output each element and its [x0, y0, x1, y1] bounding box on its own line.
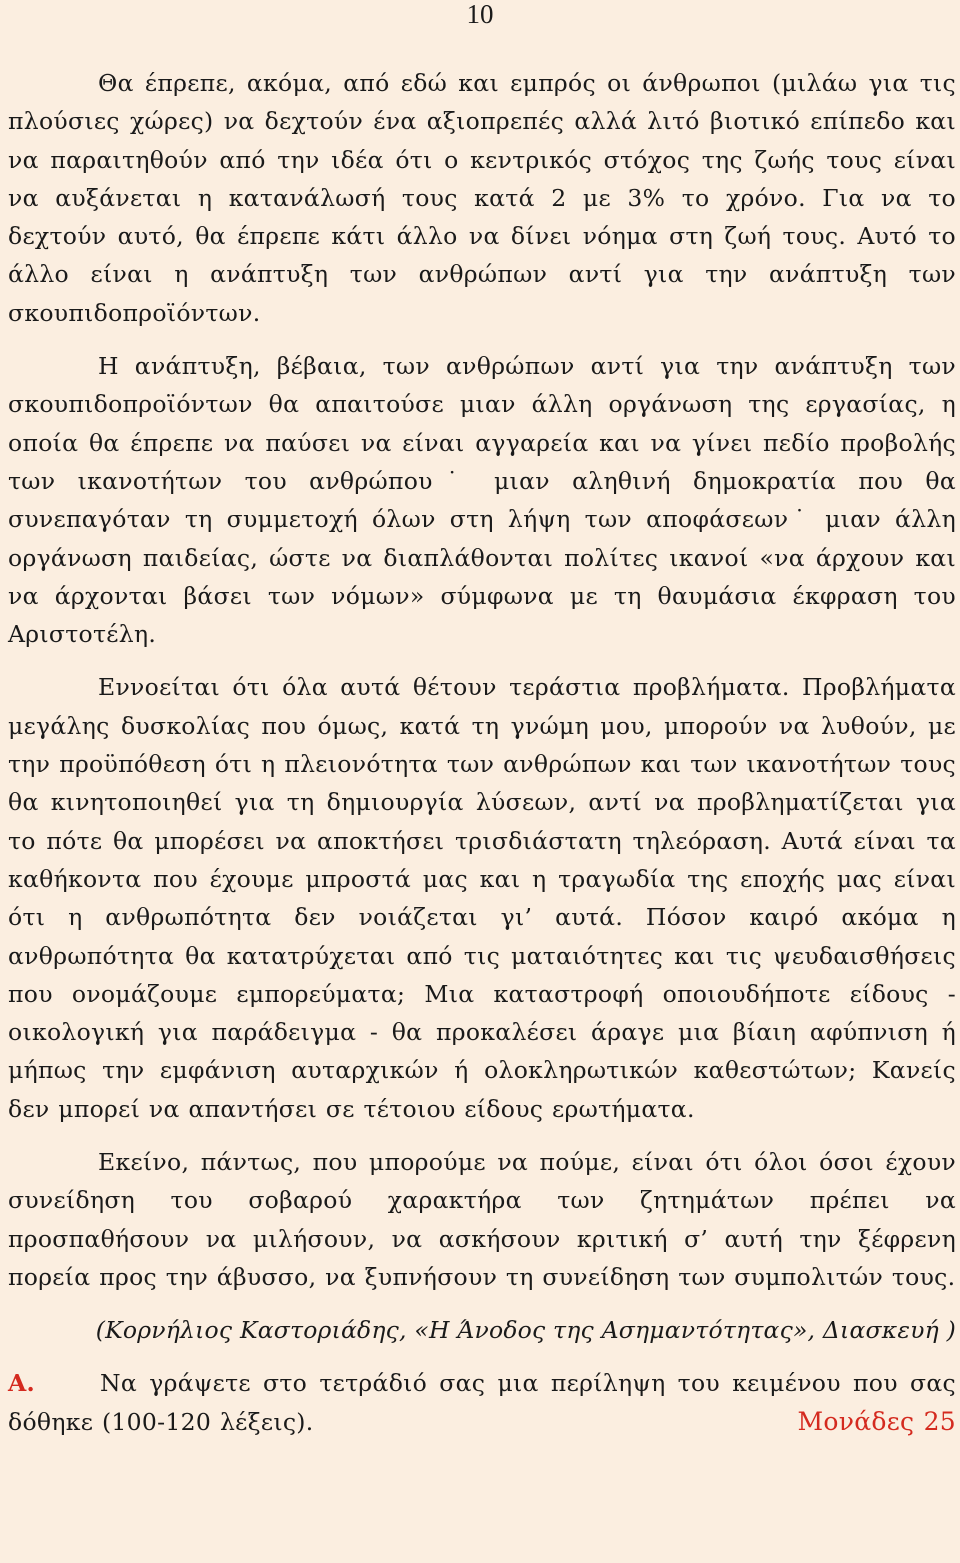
document-body	[8, 64, 956, 1441]
task-text: Να γράψετε στο τετράδιό σας μια περίληψη του κειμένου που σας δόθηκε (100-120 λέξεις).	[8, 1369, 956, 1436]
paragraph-4: Εκείνο, πάντως, που μπορούμε να πούμε, είναι ότι όλοι όσοι έχουν συνείδηση του σοβαρού χαρακτήρα των ζητημάτων πρέπει να προσπαθήσουν να μιλήσουν, να ασκήσουν κριτική σ’ αυτή την ξέφρενη πορεία προς την άβυσσο, να ξυπνήσουν τη συνείδηση των συμπολιτών τους.	[8, 1148, 956, 1291]
page-number: 10	[466, 0, 494, 29]
paragraph-3: Εννοείται ότι όλα αυτά θέτουν τεράστια προβλήματα. Προβλήματα μεγάλης δυσκολίας που όμως, κατά τη γνώμη μου, μπορούν να λυθούν, με την προϋπόθεση ότι η πλειονότητα των ανθρώπων και των ικανοτήτων τους θα κινητοποιηθεί για τη δημιουργία λύσεων, αντί να προβληματίζεται για το πότε θα μπορέσει να αποκτήσει τρισδιάστατη τηλεόραση. Αυτά είναι τα καθήκοντα που έχουμε μπροστά μας και η τραγωδία της εποχής μας είναι ότι η ανθρωπότητα δεν νοιάζεται γι’ αυτά. Πόσον καιρό ακόμα η ανθρωπότητα θα κατατρύχεται από τις ματαιότητες και τις ψευδαισθήσεις που ονομάζουμε εμπορεύματα; Μια καταστροφή οποιουδήποτε είδους - οικολογική για παράδειγμα - θα προκαλέσει άραγε μια βίαιη αφύπνιση ή μήπως την εμφάνιση αυταρχικών ή ολοκληρωτικών καθεστώτων; Κανείς δεν μπορεί να απαντήσει σε τέτοιου είδους ερωτήματα.	[8, 673, 956, 1123]
source-citation: (Κορνήλιος Καστοριάδης, «Η Άνοδος της Ασημαντότητας», Διασκευή )	[95, 1316, 956, 1345]
task-points: Μονάδες 25	[797, 1406, 956, 1436]
paragraph-2: Η ανάπτυξη, βέβαια, των ανθρώπων αντί για την ανάπτυξη των σκουπιδοπροϊόντων θα απαιτούσε μιαν άλλη οργάνωση της εργασίας, η οποία θα έπρεπε να παύσει να είναι αγγαρεία και να γίνει πεδίο προβολής των ικανοτήτων του ανθρώπου˙ μιαν αληθινή δημοκρατία που θα συνεπαγόταν τη συμμετοχή όλων στη λήψη των αποφάσεων˙ μιαν άλλη οργάνωση παιδείας, ώστε να διαπλάθονται πολίτες ικανοί «να άρχουν και να άρχονται βάσει των νόμων» σύμφωνα με τη θαυμάσια έκφραση του Αριστοτέλη.	[8, 352, 956, 649]
task-label: Α.	[8, 1369, 36, 1398]
task-item	[8, 1364, 956, 1441]
paragraph-1: Θα έπρεπε, ακόμα, από εδώ και εμπρός οι άνθρωποι (μιλάω για τις πλούσιες χώρες) να δεχτούν ένα αξιοπρεπές αλλά λιτό βιοτικό επίπεδο και να παραιτηθούν από την ιδέα ότι ο κεντρικός στόχος της ζωής τους είναι να αυξάνεται η κατανάλωσή τους κατά 2 με 3% το χρόνο. Για να το δεχτούν αυτό, θα έπρεπε κάτι άλλο να δίνει νόημα στη ζωή τους. Αυτό το άλλο είναι η ανάπτυξη των ανθρώπων αντί για την ανάπτυξη των σκουπιδοπροϊόντων.	[8, 69, 956, 327]
